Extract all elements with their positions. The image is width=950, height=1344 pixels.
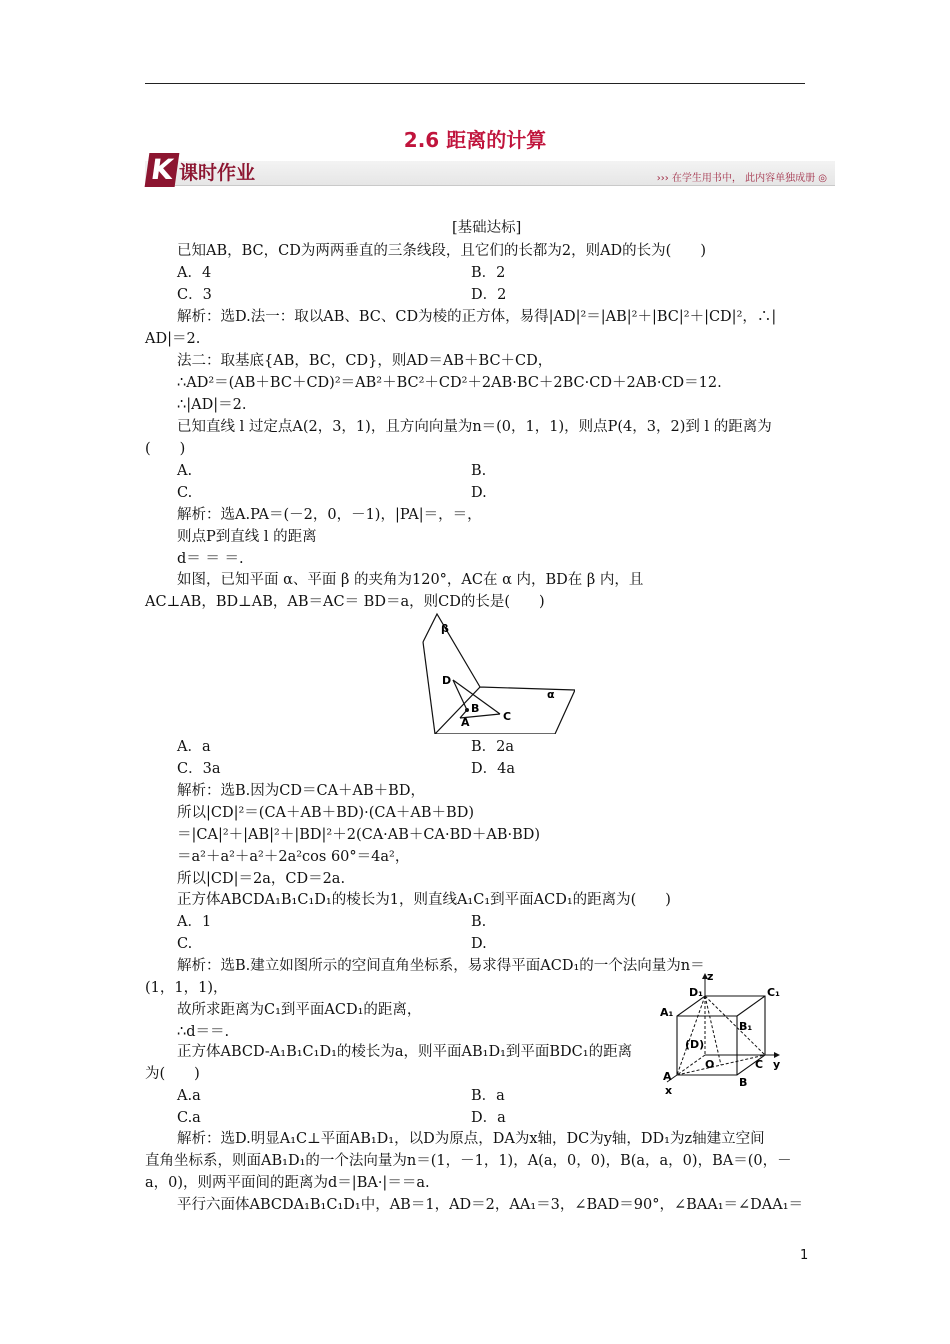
solution-text: AD|＝2.: [145, 331, 201, 347]
label-y: y: [773, 1058, 781, 1071]
problem-4-stem: 正方体ABCDA₁B₁C₁D₁的棱长为1，则直线A₁C₁到平面ACD₁的距离为( ): [177, 892, 671, 908]
cube-edge: [737, 996, 765, 1016]
problem-5-stem: 为( ): [145, 1066, 200, 1082]
option-d: D．4a: [471, 761, 515, 777]
solution-text: ∴AD²＝(AB＋BC＋CD)²＝AB²＋BC²＋CD²＋2AB·BC＋2BC·CD＋2AB·CD＝12.: [177, 375, 722, 391]
banner-label: 课时作业: [179, 162, 256, 184]
label-alpha: α: [547, 688, 555, 701]
banner-note: ››› 在学生用书中， 此内容单独成册 ◎: [656, 173, 827, 184]
option-c: C．3: [177, 287, 212, 303]
label-d: (D): [685, 1038, 705, 1051]
solution-text: 解析：选D.法一：取以AB、BC、CD为棱的正方体，易得|AD|²＝|AB|²＋|BC|²＋|CD|²，∴|: [177, 309, 777, 325]
option-d: D．2: [471, 287, 507, 303]
diag-d1c: [705, 996, 765, 1055]
problem-5-stem: 正方体ABCD-A₁B₁C₁D₁的棱长为a，则平面AB₁D₁到平面BDC₁的距离: [177, 1044, 633, 1060]
solution-text: 解析：选B.建立如图所示的空间直角坐标系，易求得平面ACD₁的一个法向量为n＝: [177, 958, 705, 974]
option-b: B．2: [471, 265, 506, 281]
problem-2-stem: ( ): [145, 441, 186, 457]
solution-text: (1，1，1)，: [145, 980, 228, 996]
cube-hidden-edge: [677, 1055, 705, 1075]
option-a: A．a: [177, 739, 211, 755]
label-b: B: [739, 1076, 748, 1089]
option-a: A.: [177, 463, 193, 479]
problem-1-stem: 已知AB，BC，CD为两两垂直的三条线段，且它们的长都为2，则AD的长为( ): [177, 243, 706, 259]
option-d: D.: [471, 485, 487, 501]
solution-text: 所以|CD|＝2a，CD＝2a.: [177, 871, 346, 887]
top-rule: [145, 83, 805, 84]
point-b: [465, 708, 469, 712]
diag-d1a: [677, 996, 705, 1075]
solution-text: ∴|AD|＝2.: [177, 397, 247, 413]
solution-text: 解析：选D.明显A₁C⊥平面AB₁D₁，以D为原点，DA为x轴，DC为y轴，DD₁为z轴建立空间: [177, 1131, 765, 1147]
label-d: D: [442, 674, 452, 687]
option-b: B.: [471, 463, 487, 479]
page-title: 2.6 距离的计算: [403, 128, 547, 152]
section-banner: [145, 153, 835, 189]
solution-text: ∴d＝＝.: [177, 1024, 230, 1040]
solution-text: 解析：选A.PA＝(－2，0，－1)，|PA|＝，＝，: [177, 507, 482, 523]
section-label: [基础达标]: [452, 220, 522, 236]
problem-3-stem: AC⊥AB，BD⊥AB，AB＝AC＝ BD＝a，则CD的长是( ): [145, 594, 545, 610]
solution-text: 法二：取基底{AB，BC，CD}，则AD＝AB＋BC＋CD，: [177, 353, 553, 369]
cube-figure: [655, 972, 790, 1097]
option-c: C．3a: [177, 761, 221, 777]
option-b: B．2a: [471, 739, 515, 755]
option-d: D．a: [471, 1110, 506, 1126]
problem-2-stem: 已知直线 l 过定点A(2，3，1)，且方向向量为n＝(0，1，1)，则点P(4，3，2)到 l 的距离为: [177, 419, 772, 435]
solution-text: 直角坐标系，则面AB₁D₁的一个法向量为n＝(1，－1，1)，A(a，0，0)，B(a，a，0)，BA＝(0，－: [145, 1153, 792, 1169]
label-a: A: [461, 716, 470, 729]
option-c: C.a: [177, 1110, 201, 1126]
solution-text: a，0)，则两平面间的距离为d＝|BA·|＝＝a.: [145, 1175, 430, 1191]
option-c: C.: [177, 936, 193, 952]
problem-6-stem: 平行六面体ABCDA₁B₁C₁D₁中，AB＝1，AD＝2，AA₁＝3，∠BAD＝90°，∠BAA₁＝∠DAA₁＝: [177, 1197, 804, 1213]
solution-text: 故所求距离为C₁到平面ACD₁的距离，: [177, 1002, 422, 1018]
option-a: A．4: [177, 265, 212, 281]
label-b: B: [471, 702, 480, 715]
label-b1: B₁: [739, 1020, 753, 1033]
option-c: C.: [177, 485, 193, 501]
label-c: C: [755, 1058, 764, 1071]
solution-text: 解析：选B.因为CD＝CA＋AB＋BD，: [177, 783, 425, 799]
label-o: O: [705, 1058, 715, 1071]
label-x: x: [665, 1084, 673, 1097]
solution-text: ＝|CA|²＋|AB|²＋|BD|²＋2(CA·AB＋CA·BD＋AB·BD): [177, 827, 541, 843]
label-beta: β: [441, 622, 449, 635]
option-d: D.: [471, 936, 487, 952]
label-c: C: [503, 710, 512, 723]
label-a: A: [663, 1070, 672, 1083]
solution-text: ＝a²＋a²＋a²＋2a²cos 60°＝4a²，: [177, 849, 410, 865]
banner-logo-icon: K: [145, 153, 180, 187]
label-c1: C₁: [767, 986, 780, 999]
option-a: A．1: [177, 914, 212, 930]
cube-outline: [677, 996, 765, 1075]
page-number: 1: [800, 1248, 809, 1263]
figure-edge: [423, 642, 435, 734]
solution-text: 则点P到直线 l 的距离: [177, 529, 317, 545]
option-b: B．a: [471, 1088, 505, 1104]
label-a1: A₁: [660, 1006, 674, 1019]
label-z: z: [707, 972, 714, 983]
option-a: A.a: [177, 1088, 201, 1104]
solution-text: d＝ ＝ ＝.: [177, 551, 244, 567]
option-b: B.: [471, 914, 487, 930]
label-d1: D₁: [689, 986, 703, 999]
problem-3-stem: 如图，已知平面 α、平面 β 的夹角为120°，AC在 α 内，BD在 β 内，且: [177, 572, 644, 588]
solution-text: 所以|CD|²＝(CA＋AB＋BD)·(CA＋AB＋BD): [177, 805, 474, 821]
dihedral-figure: [415, 612, 575, 734]
